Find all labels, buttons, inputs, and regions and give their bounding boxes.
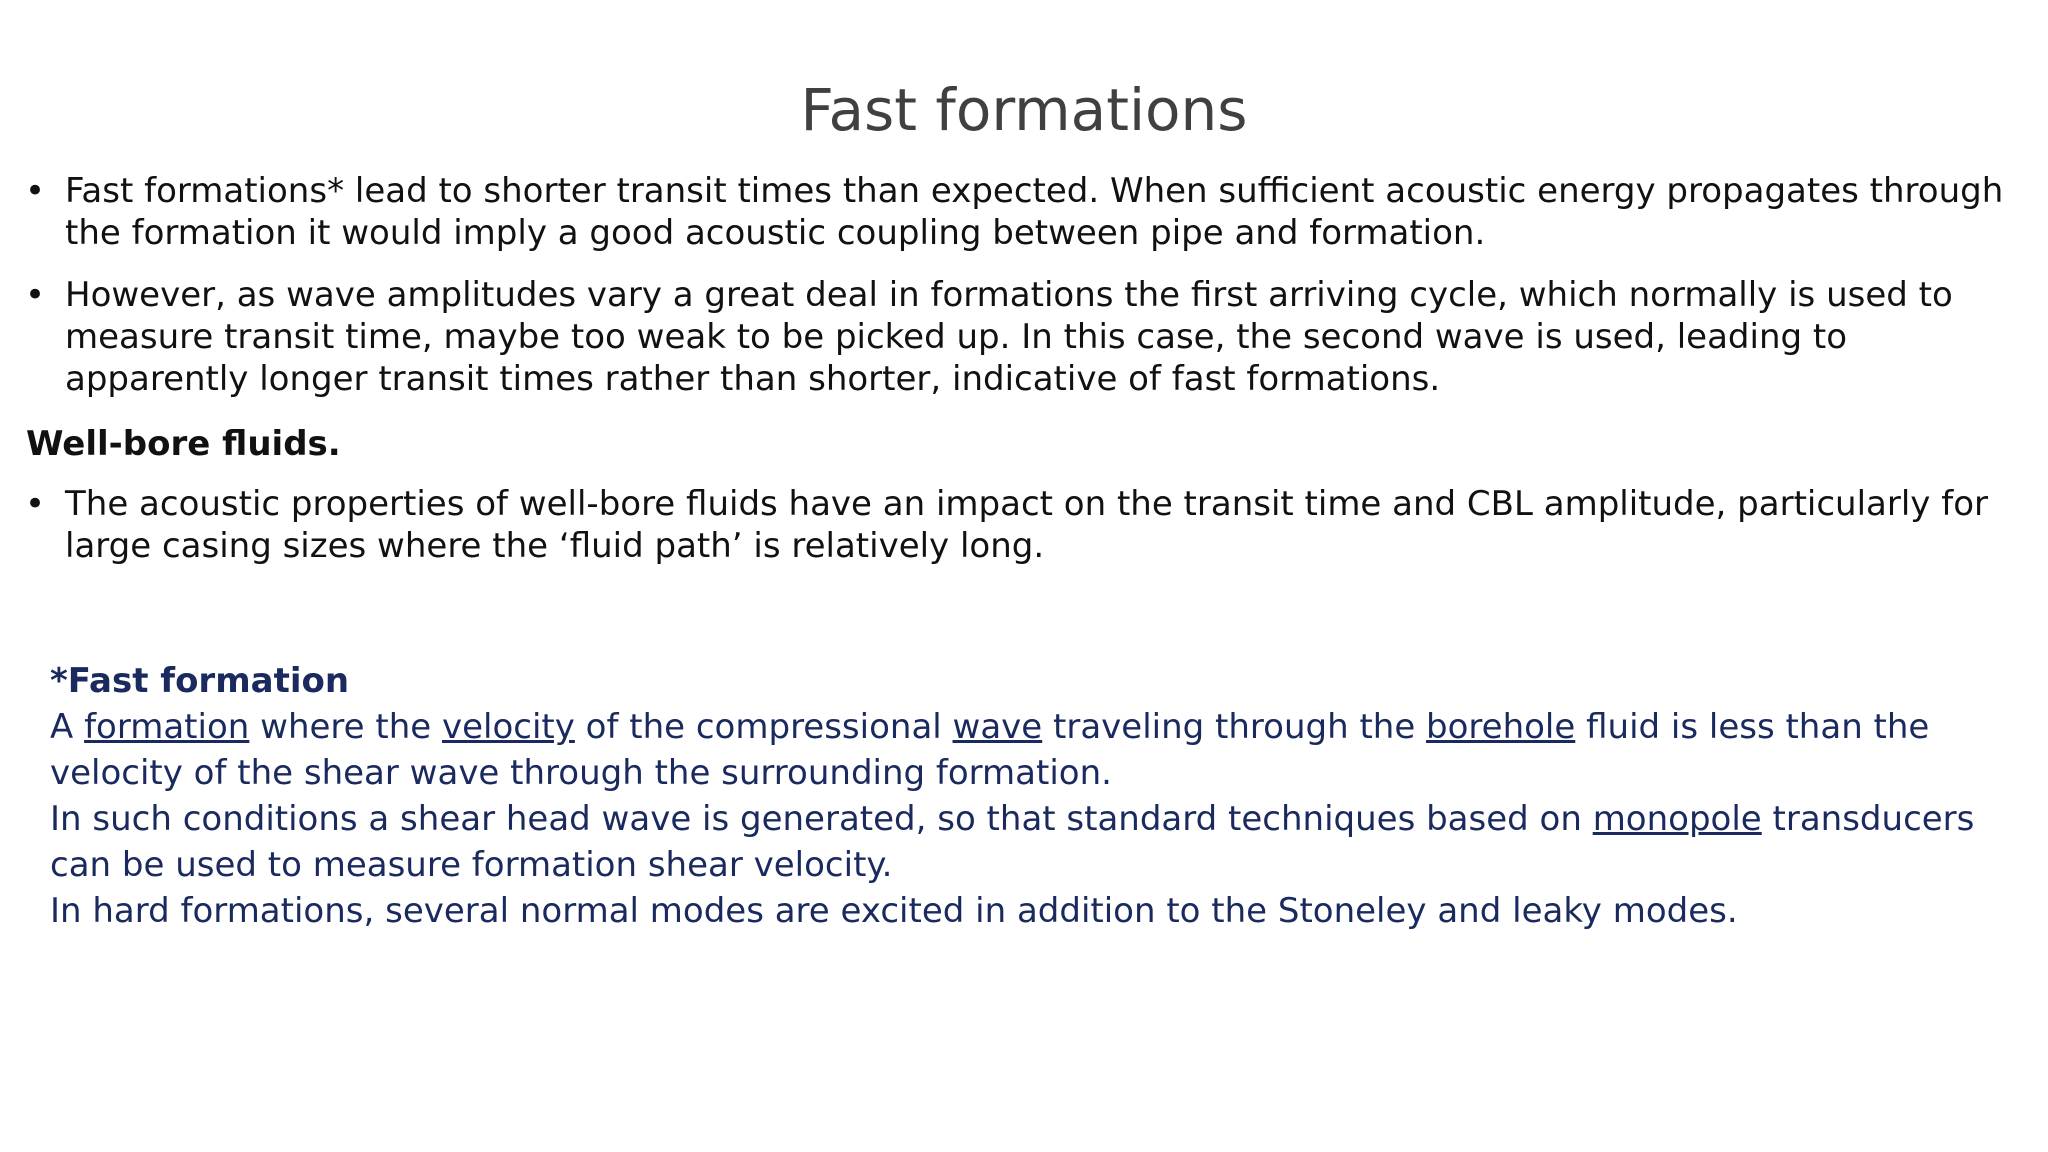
definition-paragraph — [50, 796, 2030, 888]
bullet-text: Fast formations* lead to shorter transit times than expected. When sufficient acoustic energy propagates through the formation it would imply a good acoustic coupling between pipe and formation. — [65, 171, 2004, 253]
link-formation[interactable]: formation — [84, 707, 250, 747]
section-heading: Well-bore fluids. — [26, 424, 341, 464]
link-borehole[interactable]: borehole — [1426, 707, 1576, 747]
definition-text: fluid is less than the velocity of the shear wave through the surrounding formation. — [50, 707, 1930, 793]
link-velocity[interactable]: velocity — [441, 707, 575, 747]
definition-box — [50, 658, 2030, 934]
definition-text: transducers can be used to measure formation shear velocity. — [50, 799, 1975, 885]
definition-heading: *Fast formation — [50, 661, 350, 701]
definition-text: traveling through the — [1042, 707, 1427, 747]
definition-text: where the — [249, 707, 442, 747]
bullet-marker: • — [25, 171, 46, 211]
definition-text: of the compressional — [574, 707, 953, 747]
bullet-text: However, as wave amplitudes vary a great deal in formations the first arriving cycle, which normally is used to measure transit time, maybe too weak to be picked up. In this case, the second wave is used, leading to apparently longer transit times rather than shorter, indicative of fast formations. — [65, 275, 1953, 399]
bullet-item — [0, 483, 2048, 567]
bullet-marker: • — [25, 484, 46, 524]
bullet-list-well-bore — [0, 483, 2048, 587]
link-monopole[interactable]: monopole — [1592, 799, 1762, 839]
bullet-item — [0, 170, 2048, 254]
definition-text: In such conditions a shear head wave is generated, so that standard techniques based on — [50, 799, 1593, 839]
bullet-list — [0, 170, 2048, 420]
definition-text: A — [50, 707, 85, 747]
slide-title: Fast formations — [800, 76, 1248, 144]
link-wave[interactable]: wave — [952, 707, 1043, 747]
bullet-marker: • — [25, 275, 46, 315]
bullet-item — [0, 274, 2048, 400]
definition-paragraph — [50, 704, 2030, 796]
definition-paragraph: In hard formations, several normal modes are excited in addition to the Stoneley and leaky modes. — [50, 891, 1738, 931]
bullet-text: The acoustic properties of well-bore fluids have an impact on the transit time and CBL amplitude, particularly for large casing sizes where the ‘fluid path’ is relatively long. — [65, 484, 1988, 566]
